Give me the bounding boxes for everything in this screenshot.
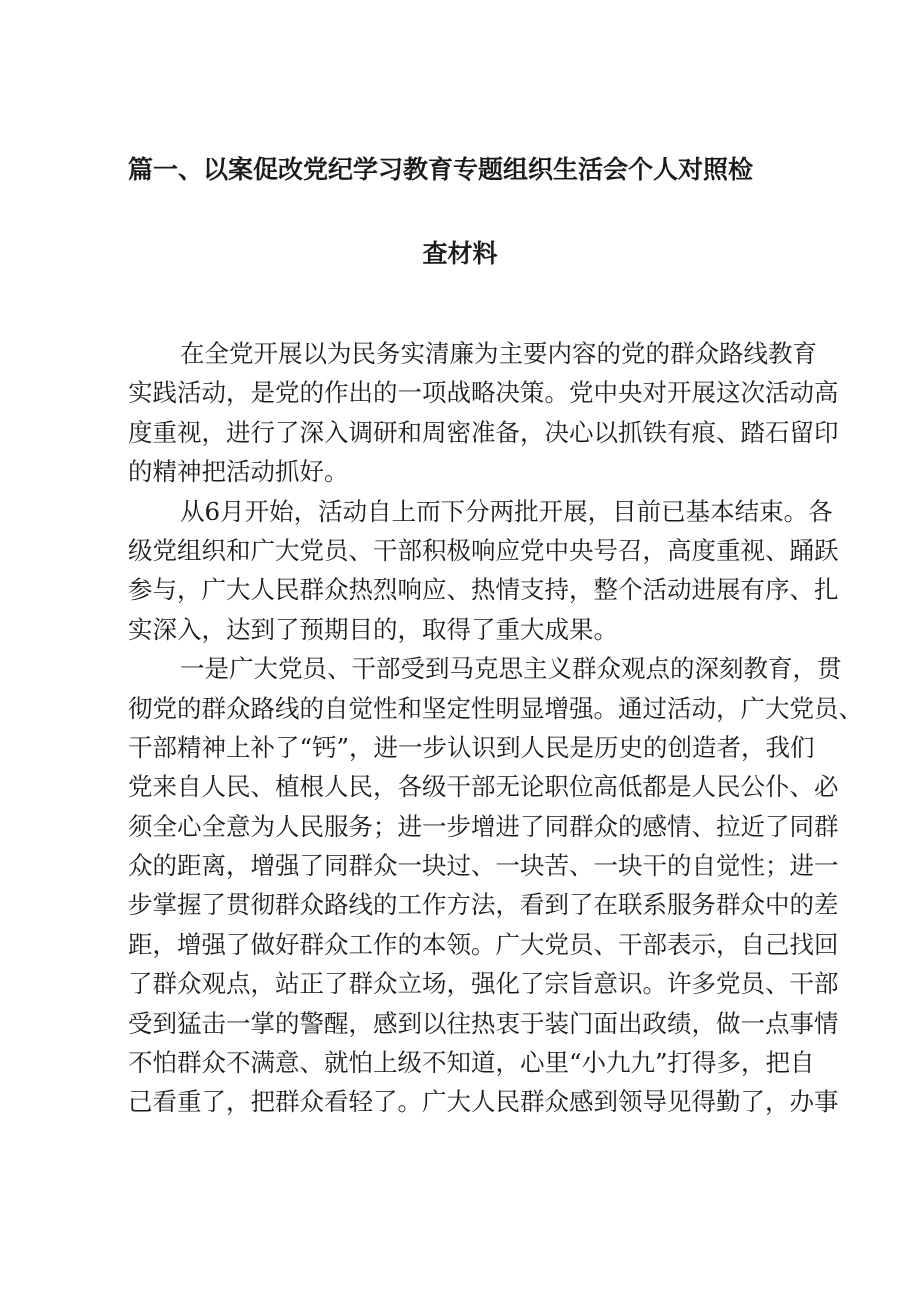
text-line: 实深入，达到了预期目的，取得了重大成果。 [128,614,618,644]
text-line: 彻党的群众路线的自觉性和坚定性明显增强。通过活动，广大党员、 [128,693,863,723]
paragraph-3 [128,649,863,1122]
text-line: 距，增强了做好群众工作的本领。广大党员、干部表示，自己找回 [128,929,839,959]
text-line: 级党组织和广大党员、干部积极响应党中央号召，高度重视、踊跃 [128,535,839,565]
text-line: 实践活动，是党的作出的一项战略决策。党中央对开展这次活动高 [128,378,839,408]
text-line: 一是广大党员、干部受到马克思主义群众观点的深刻教育，贯 [180,654,842,684]
text-line: 度重视，进行了深入调研和周密准备，决心以抓铁有痕、踏石留印 [128,417,839,447]
text-line: 参与，广大人民群众热烈响应、热情支持，整个活动进展有序、扎 [128,575,839,605]
text-line: 不怕群众不满意、就怕上级不知道，心里“小九九”打得多，把自 [128,1048,815,1078]
document-title-line-2: 查材料 [422,239,498,268]
text-line: 党来自人民、植根人民，各级干部无论职位高低都是人民公仆、必 [128,772,839,802]
document-body [128,334,863,1122]
text-line: 步掌握了贯彻群众路线的工作方法，看到了在联系服务群众中的差 [128,890,839,920]
text-line: 在全党开展以为民务实清廉为主要内容的党的群众路线教育 [180,339,817,368]
text-line: 须全心全意为人民服务；进一步增进了同群众的感情、拉近了同群 [128,811,839,841]
paragraph-2 [128,492,839,650]
text-line: 己看重了，把群众看轻了。广大人民群众感到领导见得勤了，办事 [128,1087,839,1117]
text-line: 众的距离，增强了同群众一块过、一块苦、一块干的自觉性；进一 [128,851,839,881]
text-line: 从6月开始，活动自上而下分两批开展，目前已基本结束。各 [180,496,833,526]
text-line: 的精神把活动抓好。 [128,457,349,487]
document-title-line-1: 篇一、以案促改党纪学习教育专题组织生活会个人对照检 [128,155,754,184]
text-line: 受到猛击一掌的警醒，感到以往热衷于装门面出政绩，做一点事情 [128,1008,839,1038]
paragraph-1 [128,334,839,492]
text-line: 干部精神上补了“钙”，进一步认识到人民是历史的创造者，我们 [128,732,815,762]
text-line: 了群众观点，站正了群众立场，强化了宗旨意识。许多党员、干部 [128,969,839,999]
